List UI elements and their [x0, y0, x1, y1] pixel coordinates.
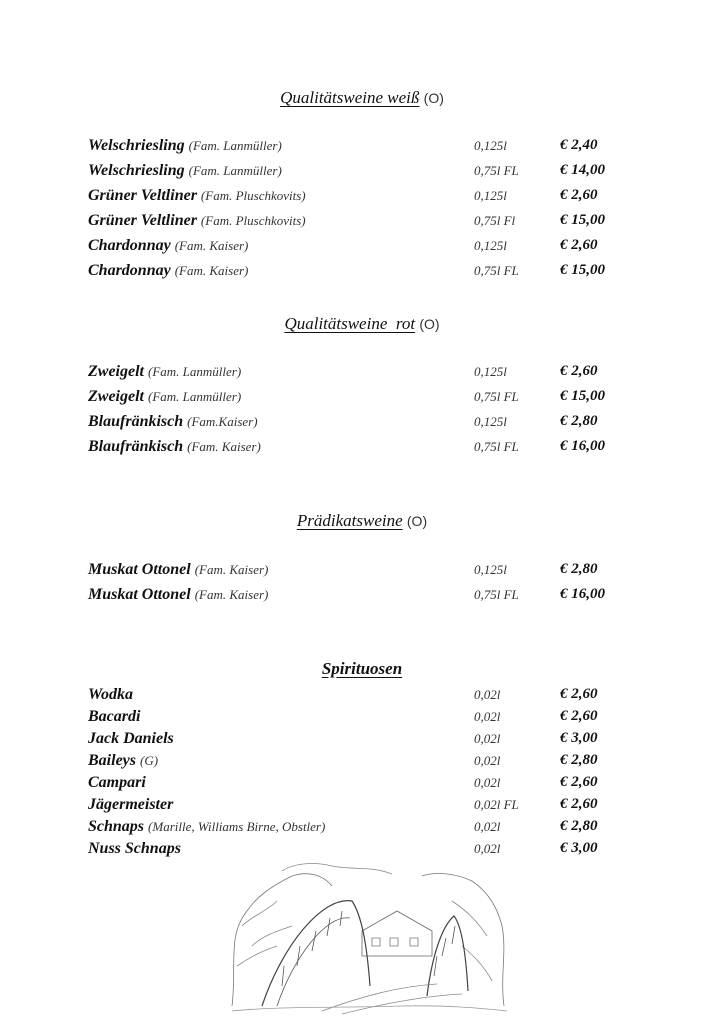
item-name: Grüner Veltliner (Fam. Pluschkovits)	[88, 212, 306, 229]
item-name: Campari	[88, 774, 146, 791]
item-quantity: 0,75l Fl	[474, 213, 516, 228]
menu-row	[0, 438, 724, 460]
section-heading-spirits	[0, 659, 724, 679]
item-producer: (Fam.Kaiser)	[187, 414, 258, 429]
item-name: Bacardi	[88, 708, 141, 725]
item-name: Nuss Schnaps	[88, 840, 181, 857]
item-price: € 15,00	[560, 212, 605, 228]
section-suffix: (O)	[406, 513, 428, 529]
section-heading-white-wines	[0, 88, 724, 108]
menu-row	[0, 796, 724, 818]
item-name: Jägermeister	[88, 796, 174, 813]
item-name: Blaufränkisch (Fam. Kaiser)	[88, 438, 261, 455]
item-name: Schnaps (Marille, Williams Birne, Obstler)	[88, 818, 326, 835]
item-producer: (Fam. Kaiser)	[194, 562, 269, 577]
item-producer: (Fam. Pluschkovits)	[200, 213, 306, 228]
item-price: € 16,00	[560, 586, 605, 602]
bridge-sketch-illustration	[222, 856, 512, 1016]
item-producer: (Fam. Lanmüller)	[147, 389, 242, 404]
item-price: € 2,40	[560, 137, 598, 153]
item-quantity: 0,02l	[474, 819, 501, 834]
item-name: Blaufränkisch (Fam.Kaiser)	[88, 413, 258, 430]
item-price: € 2,60	[560, 237, 598, 253]
section-suffix: (O)	[419, 316, 440, 332]
item-quantity: 0,125l	[474, 414, 507, 429]
item-price: € 3,00	[560, 840, 598, 856]
item-price: € 2,60	[560, 796, 598, 812]
item-price: € 15,00	[560, 262, 605, 278]
item-price: € 2,80	[560, 561, 598, 577]
item-name: Muskat Ottonel (Fam. Kaiser)	[88, 586, 269, 603]
menu-row	[0, 413, 724, 435]
item-name: Chardonnay (Fam. Kaiser)	[88, 237, 249, 254]
item-quantity: 0,75l FL	[474, 389, 519, 404]
item-price: € 16,00	[560, 438, 605, 454]
item-quantity: 0,75l FL	[474, 263, 519, 278]
item-name: Jack Daniels	[88, 730, 174, 747]
item-price: € 2,60	[560, 363, 598, 379]
menu-row	[0, 818, 724, 840]
item-producer: (Marille, Williams Birne, Obstler)	[148, 819, 326, 834]
item-quantity: 0,125l	[474, 562, 507, 577]
item-price: € 2,80	[560, 413, 598, 429]
item-quantity: 0,02l	[474, 709, 501, 724]
item-name: Welschriesling (Fam. Lanmüller)	[88, 162, 282, 179]
item-price: € 2,80	[560, 752, 598, 768]
item-quantity: 0,02l	[474, 841, 501, 856]
item-producer: (G)	[140, 753, 159, 768]
item-name: Chardonnay (Fam. Kaiser)	[88, 262, 249, 279]
menu-row	[0, 752, 724, 774]
item-quantity: 0,125l	[474, 138, 507, 153]
item-price: € 2,60	[560, 187, 598, 203]
item-producer: (Fam. Kaiser)	[174, 238, 249, 253]
item-quantity: 0,02l FL	[474, 797, 519, 812]
menu-row	[0, 586, 724, 608]
item-price: € 14,00	[560, 162, 605, 178]
menu-row	[0, 730, 724, 752]
section-title: Spirituosen	[321, 659, 403, 678]
item-quantity: 0,75l FL	[474, 163, 519, 178]
item-price: € 2,80	[560, 818, 598, 834]
item-price: € 2,60	[560, 708, 598, 724]
item-producer: (Fam. Kaiser)	[187, 439, 261, 454]
item-name: Baileys (G)	[88, 752, 159, 769]
item-quantity: 0,02l	[474, 687, 501, 702]
item-quantity: 0,02l	[474, 753, 501, 768]
item-price: € 2,60	[560, 686, 598, 702]
item-quantity: 0,02l	[474, 775, 501, 790]
item-name: Muskat Ottonel (Fam. Kaiser)	[88, 561, 269, 578]
item-quantity: 0,75l FL	[474, 587, 519, 602]
item-producer: (Fam. Kaiser)	[194, 587, 269, 602]
section-title: Qualitätsweine rot	[284, 314, 416, 333]
item-quantity: 0,75l FL	[474, 439, 519, 454]
item-producer: (Fam. Pluschkovits)	[200, 188, 306, 203]
item-name: Zweigelt (Fam. Lanmüller)	[88, 363, 242, 380]
item-producer: (Fam. Lanmüller)	[188, 163, 282, 178]
item-producer: (Fam. Lanmüller)	[188, 138, 282, 153]
item-name: Welschriesling (Fam. Lanmüller)	[88, 137, 282, 154]
menu-row	[0, 708, 724, 730]
menu-row	[0, 363, 724, 385]
item-producer: (Fam. Kaiser)	[174, 263, 249, 278]
item-quantity: 0,125l	[474, 188, 507, 203]
menu-row	[0, 187, 724, 209]
menu-row	[0, 262, 724, 284]
item-name: Zweigelt (Fam. Lanmüller)	[88, 388, 242, 405]
menu-row	[0, 686, 724, 708]
menu-row	[0, 388, 724, 410]
item-name: Grüner Veltliner (Fam. Pluschkovits)	[88, 187, 306, 204]
menu-row	[0, 212, 724, 234]
menu-row	[0, 162, 724, 184]
section-title: Qualitätsweine weiß	[280, 88, 420, 107]
section-title: Prädikatsweine	[296, 511, 403, 530]
item-price: € 3,00	[560, 730, 598, 746]
menu-row	[0, 561, 724, 583]
item-producer: (Fam. Lanmüller)	[147, 364, 242, 379]
menu-row	[0, 774, 724, 796]
item-price: € 2,60	[560, 774, 598, 790]
item-price: € 15,00	[560, 388, 605, 404]
item-name: Wodka	[88, 686, 134, 703]
menu-row	[0, 137, 724, 159]
section-heading-red-wines	[0, 314, 724, 334]
item-quantity: 0,125l	[474, 364, 507, 379]
menu-row	[0, 237, 724, 259]
section-suffix: (O)	[423, 90, 444, 106]
item-quantity: 0,02l	[474, 731, 501, 746]
item-quantity: 0,125l	[474, 238, 507, 253]
section-heading-predicate-wines	[0, 511, 724, 531]
